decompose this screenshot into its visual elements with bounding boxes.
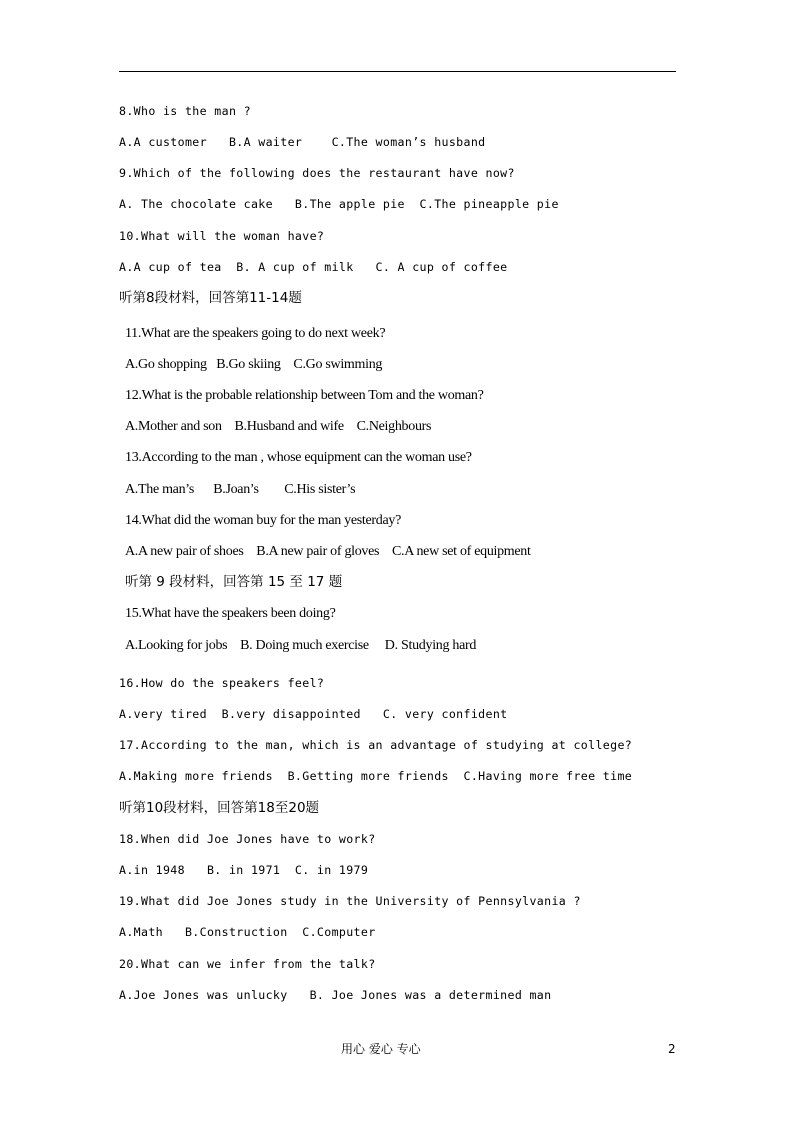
question-10: 10.What will the woman have?	[119, 229, 325, 243]
question-16: 16.How do the speakers feel?	[119, 676, 325, 690]
options-9: A. The chocolate cake B.The apple pie C.The pineapple pie	[119, 197, 559, 211]
options-11: A.Go shopping B.Go skiing C.Go swimming	[125, 357, 383, 372]
footer-slogan: 用心 爱心 专心	[341, 1042, 421, 1056]
options-13: A.The man’s B.Joan’s C.His sister’s	[125, 482, 356, 497]
question-12: 12.What is the probable relationship between Tom and the woman?	[125, 388, 484, 403]
options-12: A.Mother and son B.Husband and wife C.Neighbours	[125, 419, 432, 434]
question-11: 11.What are the speakers going to do next week?	[125, 326, 386, 341]
options-18: A.in 1948 B. in 1971 C. in 1979	[119, 863, 369, 877]
options-14: A.A new pair of shoes B.A new pair of gloves C.A new set of equipment	[125, 544, 531, 559]
question-9: 9.Which of the following does the restaurant have now?	[119, 166, 515, 180]
page-number: 2	[668, 1042, 676, 1056]
question-13: 13.According to the man , whose equipment can the woman use?	[125, 450, 472, 465]
options-19: A.Math B.Construction C.Computer	[119, 925, 376, 939]
header-rule	[119, 71, 676, 72]
options-20: A.Joe Jones was unlucky B. Joe Jones was a determined man	[119, 988, 552, 1002]
options-8: A.A customer B.A waiter C.The woman’s husband	[119, 135, 486, 149]
section-heading-10: 听第10段材料，回答第18至20题	[119, 800, 320, 816]
options-15: A.Looking for jobs B. Doing much exercise D. Studying hard	[125, 638, 477, 653]
question-8: 8.Who is the man ?	[119, 104, 251, 118]
options-10: A.A cup of tea B. A cup of milk C. A cup of coffee	[119, 260, 508, 274]
question-19: 19.What did Joe Jones study in the University of Pennsylvania ?	[119, 894, 581, 908]
section-heading-9: 听第 9 段材料，回答第 15 至 17 题	[125, 574, 343, 590]
question-14: 14.What did the woman buy for the man yesterday?	[125, 513, 402, 528]
question-20: 20.What can we infer from the talk?	[119, 957, 376, 971]
question-17: 17.According to the man, which is an advantage of studying at college?	[119, 738, 633, 752]
options-17: A.Making more friends B.Getting more friends C.Having more free time	[119, 769, 633, 783]
options-16: A.very tired B.very disappointed C. very confident	[119, 707, 508, 721]
question-15: 15.What have the speakers been doing?	[125, 606, 336, 621]
section-heading-8: 听第8段材料，回答第11-14题	[119, 290, 302, 306]
question-18: 18.When did Joe Jones have to work?	[119, 832, 376, 846]
